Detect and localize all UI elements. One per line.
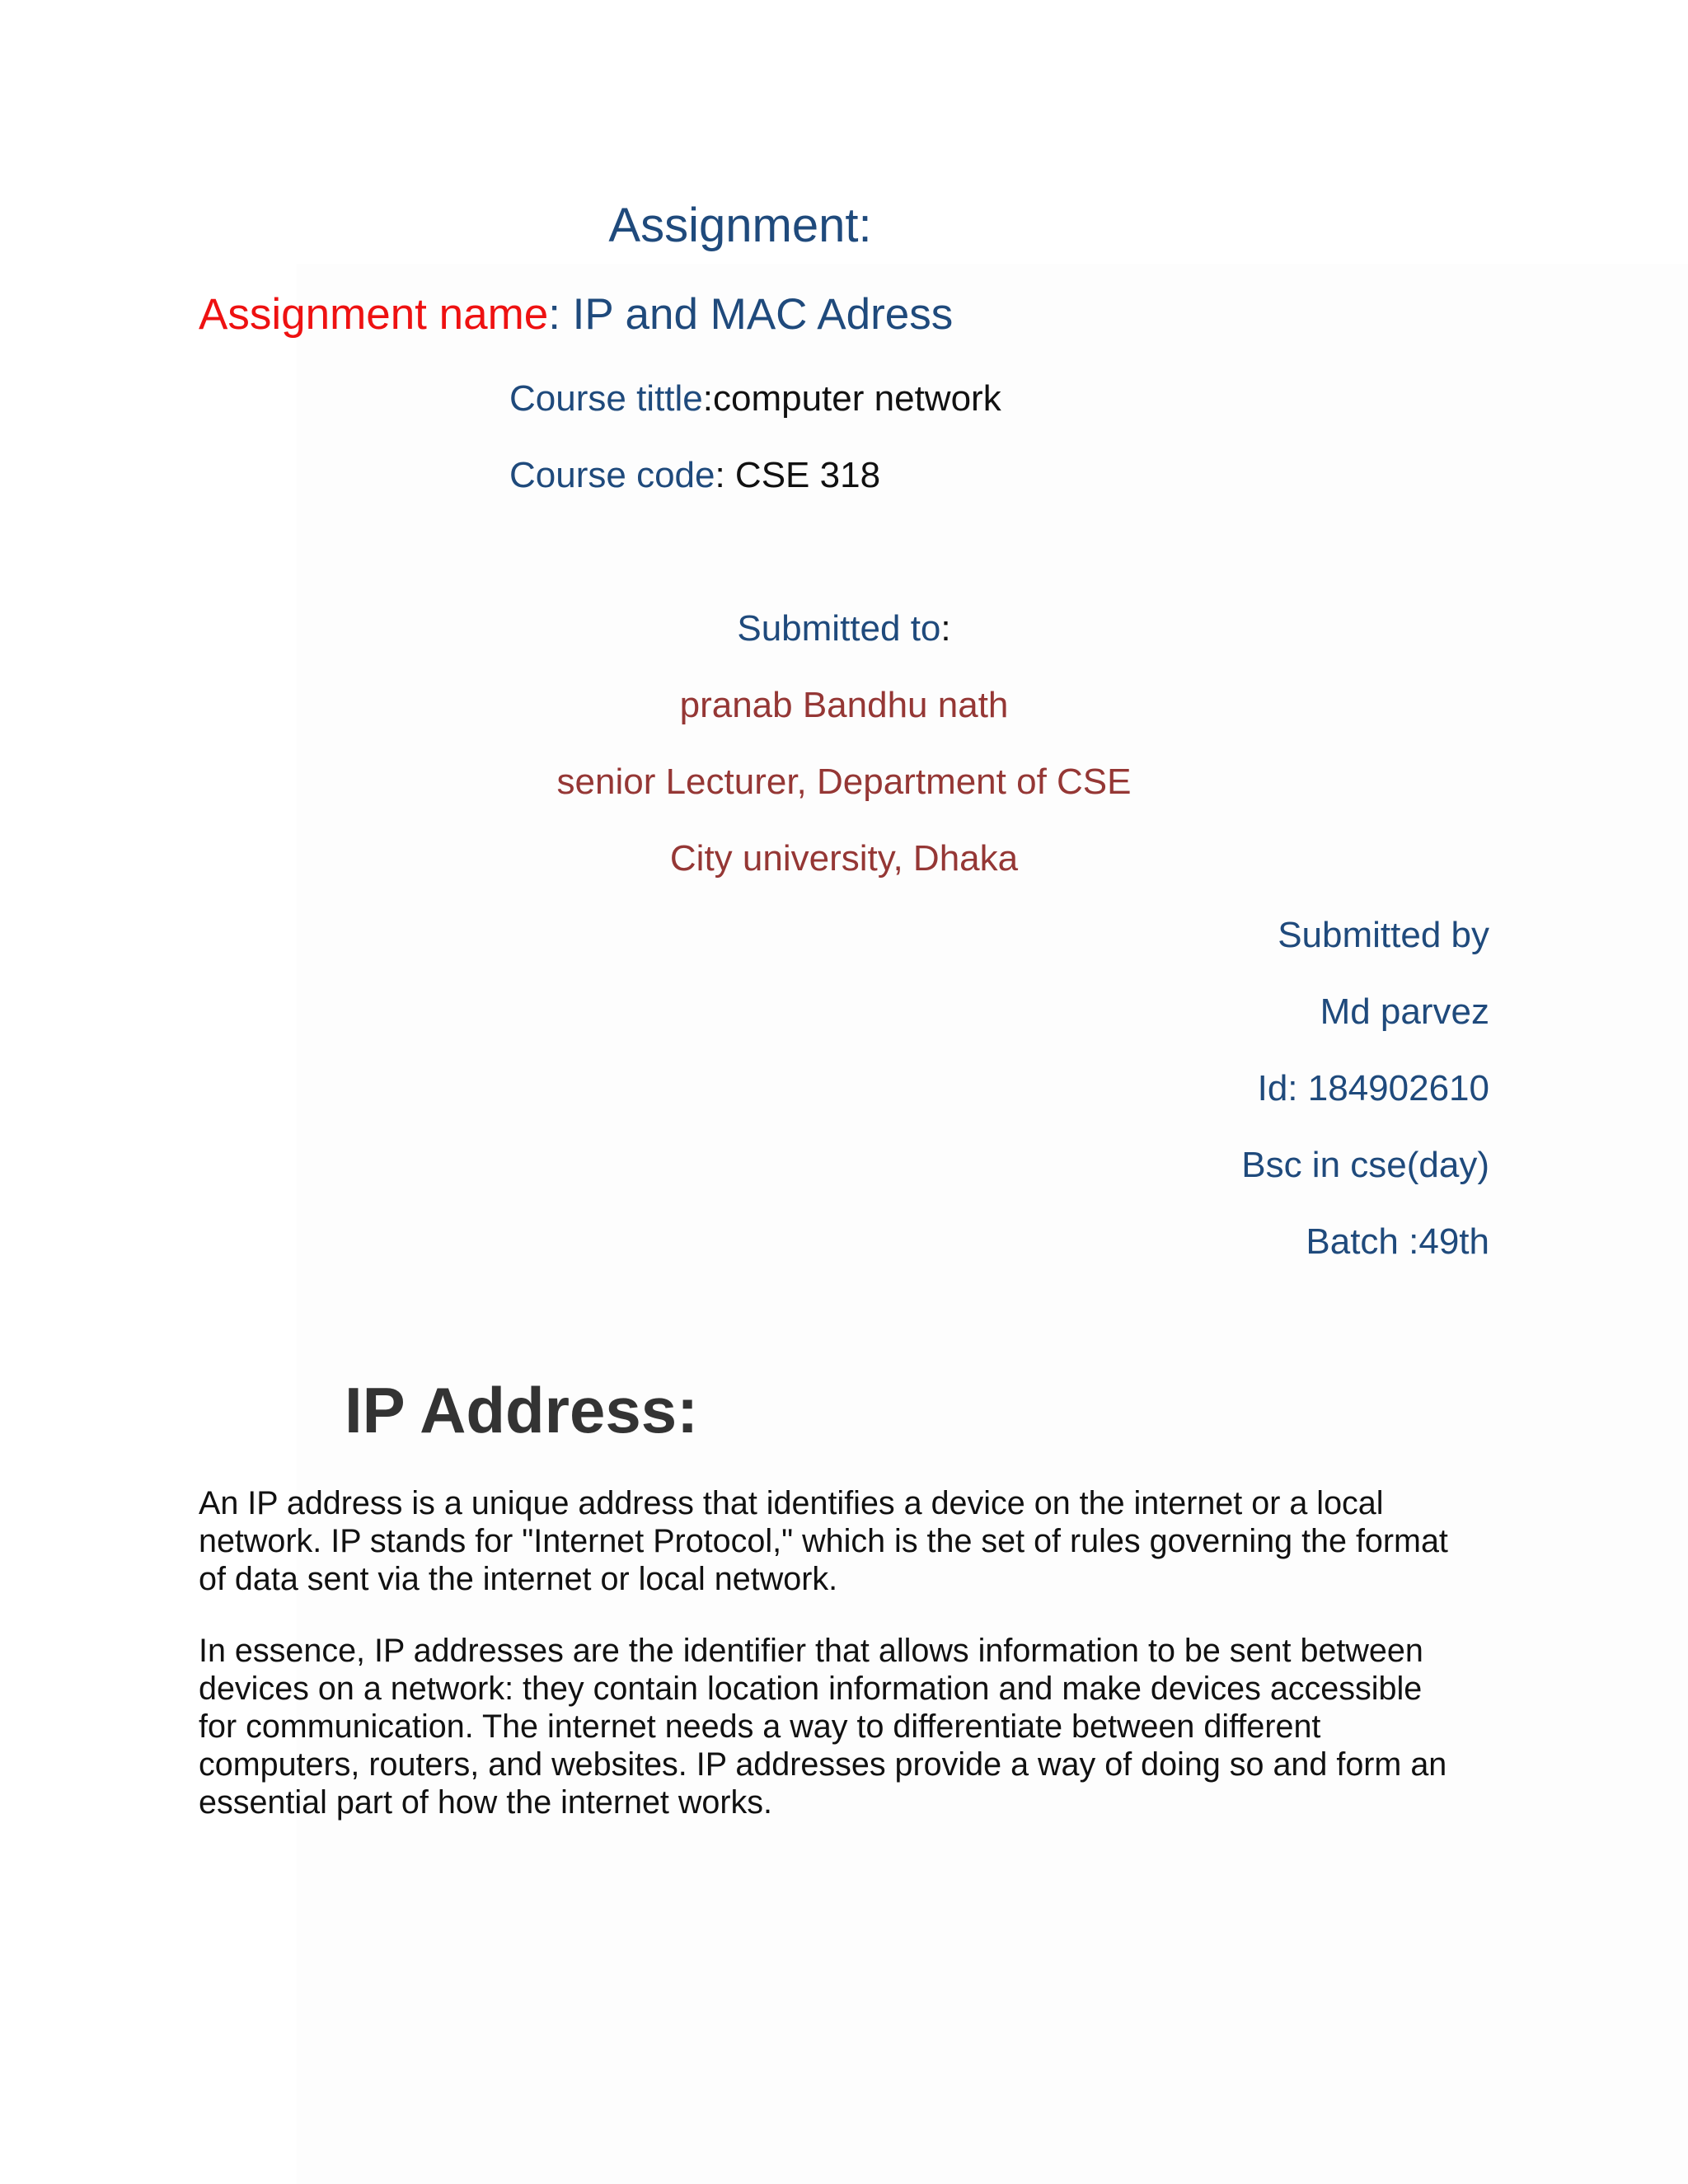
paragraph-intro [199,1484,1517,1598]
teacher-designation: senior Lecturer, Department of CSE [556,762,1132,802]
course-code-label: Course code [509,455,715,495]
paragraph-line: An IP address is a unique address that identifies a device on the internet or a local [199,1485,1384,1521]
submitted-to-line [0,608,1688,649]
assignment-name-value: IP and MAC Adress [572,290,954,339]
student-batch: Batch :49th [1306,1221,1489,1262]
course-title-line [509,378,1001,419]
assignment-heading: Assignment: [608,199,872,252]
course-code-value: : CSE 318 [715,455,881,495]
submitted-by-label: Submitted by [1278,915,1489,955]
teacher-name: pranab Bandhu nath [679,685,1009,725]
course-title-label: Course tittle [509,378,703,419]
teacher-university: City university, Dhaka [669,838,1019,879]
assignment-name-label: Assignment name [199,290,549,339]
student-program: Bsc in cse(day) [1241,1145,1489,1185]
submitted-to-label: Submitted to [737,608,941,649]
student-id: Id: 184902610 [1257,1068,1489,1108]
paragraph-line: network. IP stands for "Internet Protocol," which is the set of rules governing the format [199,1523,1448,1559]
paragraph-line: essential part of how the internet works. [199,1784,772,1821]
paragraph-essence [199,1632,1517,1821]
paragraph-line: computers, routers, and websites. IP addresses provide a way of doing so and form an [199,1746,1447,1783]
paragraph-line: of data sent via the internet or local network. [199,1561,838,1597]
paragraph-line: for communication. The internet needs a way to differentiate between different [199,1708,1321,1745]
paragraph-line: In essence, IP addresses are the identifier that allows information to be sent between [199,1633,1423,1669]
course-code-line [509,457,880,494]
assignment-name-separator: : [548,290,573,339]
paragraph-line: devices on a network: they contain location information and make devices accessible [199,1671,1423,1707]
course-title-value: :computer network [702,378,1001,419]
section-heading: IP Address: [345,1374,699,1446]
submitted-to-colon: : [940,608,951,649]
assignment-name-line [199,290,954,339]
student-name: Md parvez [1320,991,1489,1032]
